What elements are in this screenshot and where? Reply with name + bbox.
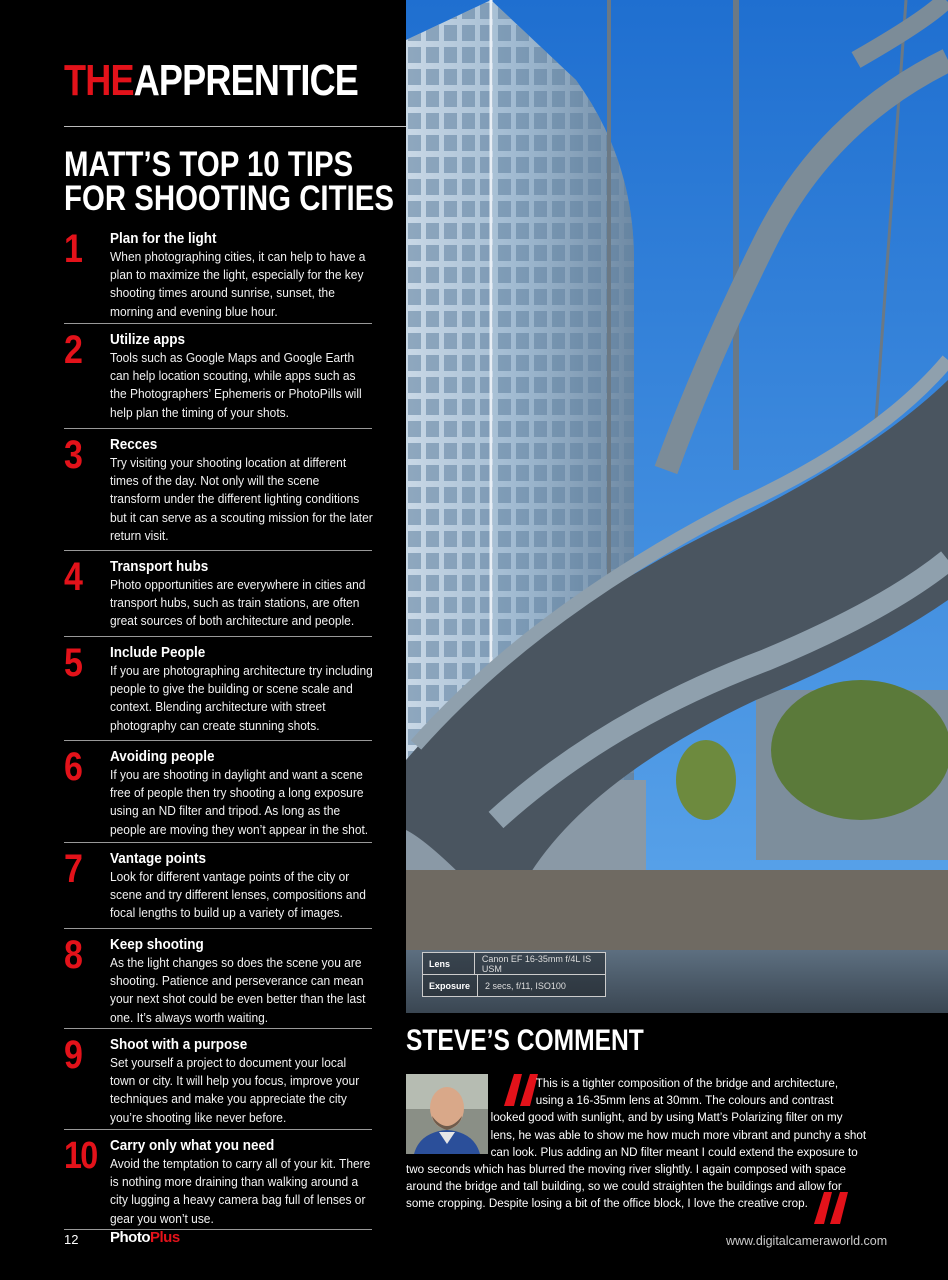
tip-item: [64, 434, 372, 551]
tip-body: If you are photographing architecture try including people to give the building or scene scale and context. Blending architecture with street photography can create stunning shots.: [110, 663, 373, 733]
tip-body: As the light changes so does the scene you are shooting. Patience and perseverance can mean your next shot could be even better than the last one. It’s always worth waiting.: [110, 955, 366, 1025]
tip-item: [64, 228, 372, 324]
tip-number: 6: [64, 745, 83, 789]
tips-heading-line2: FOR SHOOTING CITIES: [64, 179, 394, 218]
tip-title: Keep shooting: [110, 936, 204, 953]
tip-item: [64, 848, 372, 929]
comment-line: looked good with sunlight, and by using Matt’s Polarizing filter on my: [490, 1110, 843, 1125]
tip-title: Avoiding people: [110, 748, 215, 765]
logo-part: Photo: [110, 1229, 150, 1246]
tips-heading-line1: MATT’S TOP 10 TIPS: [64, 145, 354, 184]
bridge-photo-illustration: [406, 0, 948, 1013]
specs-value: 2 secs, f/11, ISO100: [485, 980, 566, 991]
comment-line: using a 16-35mm lens at 30mm. The colours and contrast: [535, 1093, 834, 1108]
specs-row: [423, 974, 605, 996]
tip-number: 9: [64, 1033, 83, 1077]
comment-body: [406, 1075, 876, 1213]
website-url: www.digitalcameraworld.com: [726, 1234, 888, 1248]
comment-line: two seconds which has blurred the moving river slightly. I again composed with space: [406, 1162, 847, 1177]
tips-heading: [64, 145, 394, 218]
specs-value: Canon EF 16-35mm f/4L IS USM: [481, 953, 592, 974]
section-title-red: THE: [64, 56, 134, 105]
section-title: [64, 56, 358, 106]
tip-body: Look for different vantage points of the city or scene and try different lenses, compositions and focal lengths to build up a variety of images.: [110, 869, 366, 921]
comment-line: can look. Plus adding an ND filter meant I could extend the exposure to: [490, 1144, 858, 1159]
section-title-white: APPRENTICE: [133, 56, 359, 105]
magazine-logo: [110, 1229, 180, 1246]
tip-title: Vantage points: [110, 850, 207, 867]
page-number: 12: [64, 1232, 79, 1247]
tip-body: Try visiting your shooting location at different times of the day. Not only will the scene transform under the different lighting conditions but it can serve as a scouting mission for the later return visit.: [110, 455, 373, 543]
tip-number: 5: [64, 641, 83, 685]
close-quote-icon: [810, 1190, 860, 1226]
header-divider: [64, 126, 406, 127]
tip-number: 1: [64, 227, 83, 271]
tip-body: Avoid the temptation to carry all of your kit. There is nothing more draining than walking around a city lugging a heavy camera bag full of lenses or gear you won’t use.: [110, 1156, 371, 1226]
exposure-specs-table: [422, 952, 606, 997]
tip-item: [64, 642, 372, 741]
tip-title: Shoot with a purpose: [110, 1036, 248, 1053]
comment-line: lens, he was able to show me how much more vibrant and punchy a shot: [490, 1127, 867, 1142]
comment-heading: STEVE’S COMMENT: [406, 1024, 644, 1057]
tip-title: Carry only what you need: [110, 1137, 275, 1154]
tip-item: [64, 1034, 372, 1130]
tip-body: Tools such as Google Maps and Google Earth can help location scouting, while apps such as the Photographers’ Ephemeris or PhotoPills will help plan the timing of your shots.: [110, 350, 362, 420]
tip-body: When photographing cities, it can help to have a plan to maximize the light, especially for the key shooting times around sunrise, sunset, the morning and evening blue hour.: [110, 249, 366, 319]
comment-line: around the bridge and tall building, so we could straighten the buildings and allow for: [406, 1179, 842, 1194]
tip-body: Set yourself a project to document your local town or city. It will help you focus, improve your techniques and make you appreciate the city you’re shooting like never before.: [110, 1055, 360, 1125]
tip-number: 8: [64, 933, 83, 977]
tip-body: If you are shooting in daylight and want a scene free of people then try shooting a long exposure using an ND filter and tripod. As long as the people are moving they won’t appear in the shot.: [110, 767, 369, 837]
tip-number: 10: [64, 1135, 97, 1177]
tip-item: [64, 934, 372, 1029]
tip-title: Plan for the light: [110, 230, 217, 247]
tip-title: Utilize apps: [110, 331, 186, 348]
tip-body: Photo opportunities are everywhere in cities and transport hubs, such as train stations, are often great sources of both architecture and people.: [110, 577, 366, 629]
specs-label: Exposure: [423, 975, 478, 996]
tip-item: [64, 1135, 372, 1230]
tip-item: [64, 746, 372, 843]
tip-number: 4: [64, 555, 83, 599]
tip-title: Transport hubs: [110, 558, 209, 575]
tip-title: Include People: [110, 644, 206, 661]
tip-item: [64, 556, 372, 637]
specs-label: Lens: [423, 953, 475, 974]
tips-list: [64, 228, 372, 1230]
logo-part-red: Plus: [150, 1229, 180, 1246]
bridge-photo: [406, 0, 948, 1013]
tip-number: 3: [64, 433, 83, 477]
tip-number: 2: [64, 328, 83, 372]
comment-line: some cropping. Despite losing a bit of the office block, I love the creative crop.: [406, 1196, 808, 1211]
tip-item: [64, 329, 372, 429]
tip-title: Recces: [110, 436, 158, 453]
specs-row: [423, 953, 605, 974]
tip-number: 7: [64, 847, 83, 891]
comment-line: This is a tighter composition of the bridge and architecture,: [535, 1076, 839, 1090]
